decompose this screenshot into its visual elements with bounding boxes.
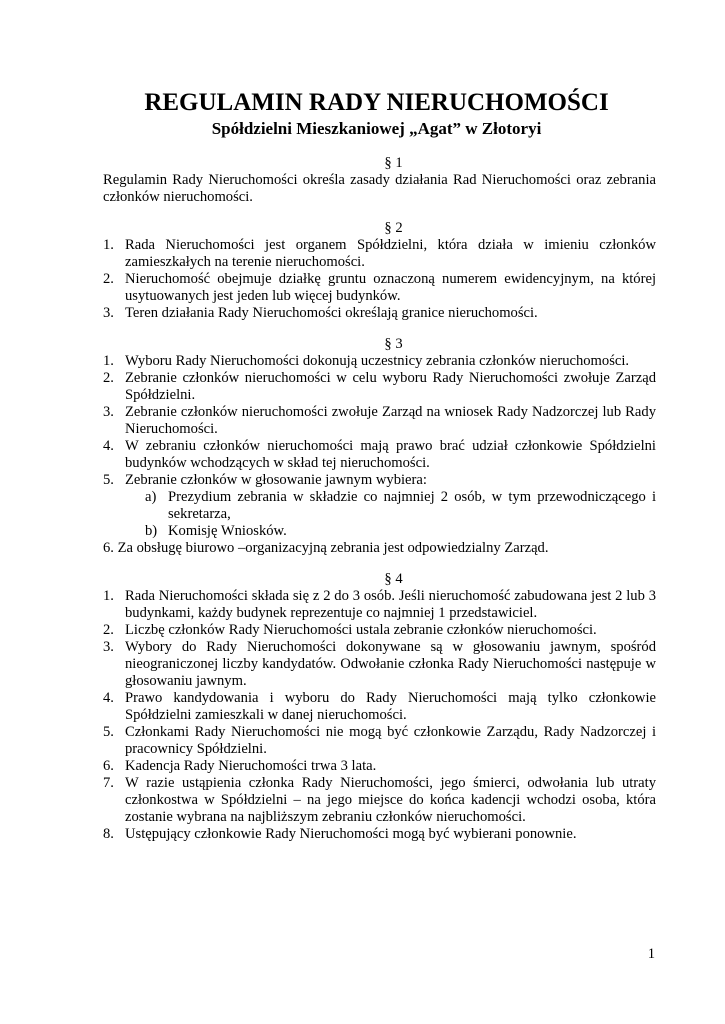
list-item	[103, 826, 656, 843]
page-title: REGULAMIN RADY NIERUCHOMOŚCI	[144, 89, 609, 116]
list-item	[103, 775, 656, 826]
document-body	[103, 155, 656, 843]
list-item-number: 8.	[103, 826, 114, 842]
section-3-item-6: 6. Za obsługę biurowo –organizacyjną zebrania jest odpowiedzialny Zarząd.	[103, 540, 549, 556]
sub-list-item	[125, 489, 656, 523]
section-2-list	[103, 237, 656, 322]
sub-list-item-letter: a)	[145, 489, 157, 505]
list-item-number: 3.	[103, 404, 114, 420]
section-4-list	[103, 588, 656, 843]
section-heading-1: § 1	[384, 155, 403, 171]
section-1-paragraph: Regulamin Rady Nieruchomości określa zasady działania Rad Nieruchomości oraz zebrania członków nieruchomości.	[103, 172, 656, 205]
list-item	[103, 438, 656, 472]
list-item	[103, 271, 656, 305]
list-item-number: 7.	[103, 775, 114, 791]
list-item-text: Liczbę członków Rady Nieruchomości ustala zebranie członków nieruchomości.	[125, 622, 597, 638]
sub-list-item-text: Komisję Wniosków.	[168, 523, 287, 539]
list-item-number: 1.	[103, 353, 114, 369]
list-item	[103, 353, 656, 370]
list-item	[103, 305, 656, 322]
section-heading-3: § 3	[384, 336, 403, 352]
list-item-text: Nieruchomość obejmuje działkę gruntu oznaczoną numerem ewidencyjnym, na której usytuowanych jest jeden lub więcej budynków.	[125, 271, 656, 304]
list-item-text: Wyboru Rady Nieruchomości dokonują uczestnicy zebrania członków nieruchomości.	[125, 353, 630, 369]
list-item-number: 2.	[103, 370, 114, 386]
list-item-text: Kadencja Rady Nieruchomości trwa 3 lata.	[125, 758, 377, 774]
list-item-number: 4.	[103, 438, 114, 454]
list-item	[103, 237, 656, 271]
list-item-text: Członkami Rady Nieruchomości nie mogą być członkowie Zarządu, Rady Nadzorczej i pracownicy Spółdzielni.	[125, 724, 656, 757]
list-item-text: W razie ustąpienia członka Rady Nieruchomości, jego śmierci, odwołania lub utraty członkostwa w Spółdzielni – na jego miejsce do końca kadencji wchodzi osoba, która zostanie wybrana na najbliższym zebraniu członków nieruchomości.	[125, 775, 656, 825]
list-item	[103, 690, 656, 724]
list-item-number: 4.	[103, 690, 114, 706]
list-item	[103, 472, 656, 540]
list-item-number: 5.	[103, 724, 114, 740]
list-item	[103, 639, 656, 690]
list-item-number: 1.	[103, 588, 114, 604]
list-item	[103, 404, 656, 438]
list-item	[103, 622, 656, 639]
list-item-text: Teren działania Rady Nieruchomości określają granice nieruchomości.	[125, 305, 538, 321]
list-item-number: 2.	[103, 622, 114, 638]
list-item-text: W zebraniu członków nieruchomości mają prawo brać udział członkowie Spółdzielni budynków wchodzących w skład tej nieruchomości.	[125, 438, 656, 471]
list-item-text: Rada Nieruchomości składa się z 2 do 3 osób. Jeśli nieruchomość zabudowana jest 2 lub 3 budynkami, każdy budynek reprezentuje co najmniej 1 przedstawiciel.	[125, 588, 656, 621]
list-item-number: 3.	[103, 639, 114, 655]
sub-list	[125, 489, 656, 540]
sub-list-item-letter: b)	[145, 523, 158, 539]
section-3-list	[103, 353, 656, 540]
list-item-number: 2.	[103, 271, 114, 287]
page-subtitle: Spółdzielni Mieszkaniowej „Agat” w Złotoryi	[211, 119, 542, 138]
section-heading-4: § 4	[384, 571, 403, 587]
list-item-number: 1.	[103, 237, 114, 253]
list-item-text: Zebranie członków nieruchomości zwołuje Zarząd na wniosek Rady Nadzorczej lub Rady Nieruchomości.	[125, 404, 656, 437]
list-item-number: 3.	[103, 305, 114, 321]
list-item-text: Prawo kandydowania i wyboru do Rady Nieruchomości mają tylko członkowie Spółdzielni zamieszkali w danej nieruchomości.	[125, 690, 656, 723]
list-item-number: 6.	[103, 758, 114, 774]
list-item-number: 5.	[103, 472, 114, 488]
list-item-text: Rada Nieruchomości jest organem Spółdzielni, która działa w imieniu członków zamieszkałych na terenie nieruchomości.	[125, 237, 656, 270]
list-item	[103, 724, 656, 758]
list-item	[103, 588, 656, 622]
list-item-text: Zebranie członków w głosowanie jawnym wybiera:	[125, 472, 427, 488]
section-heading-2: § 2	[384, 220, 403, 236]
sub-list-item	[125, 523, 656, 540]
list-item	[103, 370, 656, 404]
list-item-text: Ustępujący członkowie Rady Nieruchomości mogą być wybierani ponownie.	[125, 826, 577, 842]
list-item-text: Zebranie członków nieruchomości w celu wyboru Rady Nieruchomości zwołuje Zarząd Spółdzielni.	[125, 370, 656, 403]
list-item	[103, 758, 656, 775]
sub-list-item-text: Prezydium zebrania w składzie co najmniej 2 osób, w tym przewodniczącego i sekretarza,	[168, 489, 656, 522]
list-item-text: Wybory do Rady Nieruchomości dokonywane są w głosowaniu jawnym, spośród nieograniczonej liczby kandydatów. Odwołanie członka Rady Nieruchomości następuje w głosowaniu jawnym.	[125, 639, 656, 689]
page-number: 1	[647, 946, 655, 962]
